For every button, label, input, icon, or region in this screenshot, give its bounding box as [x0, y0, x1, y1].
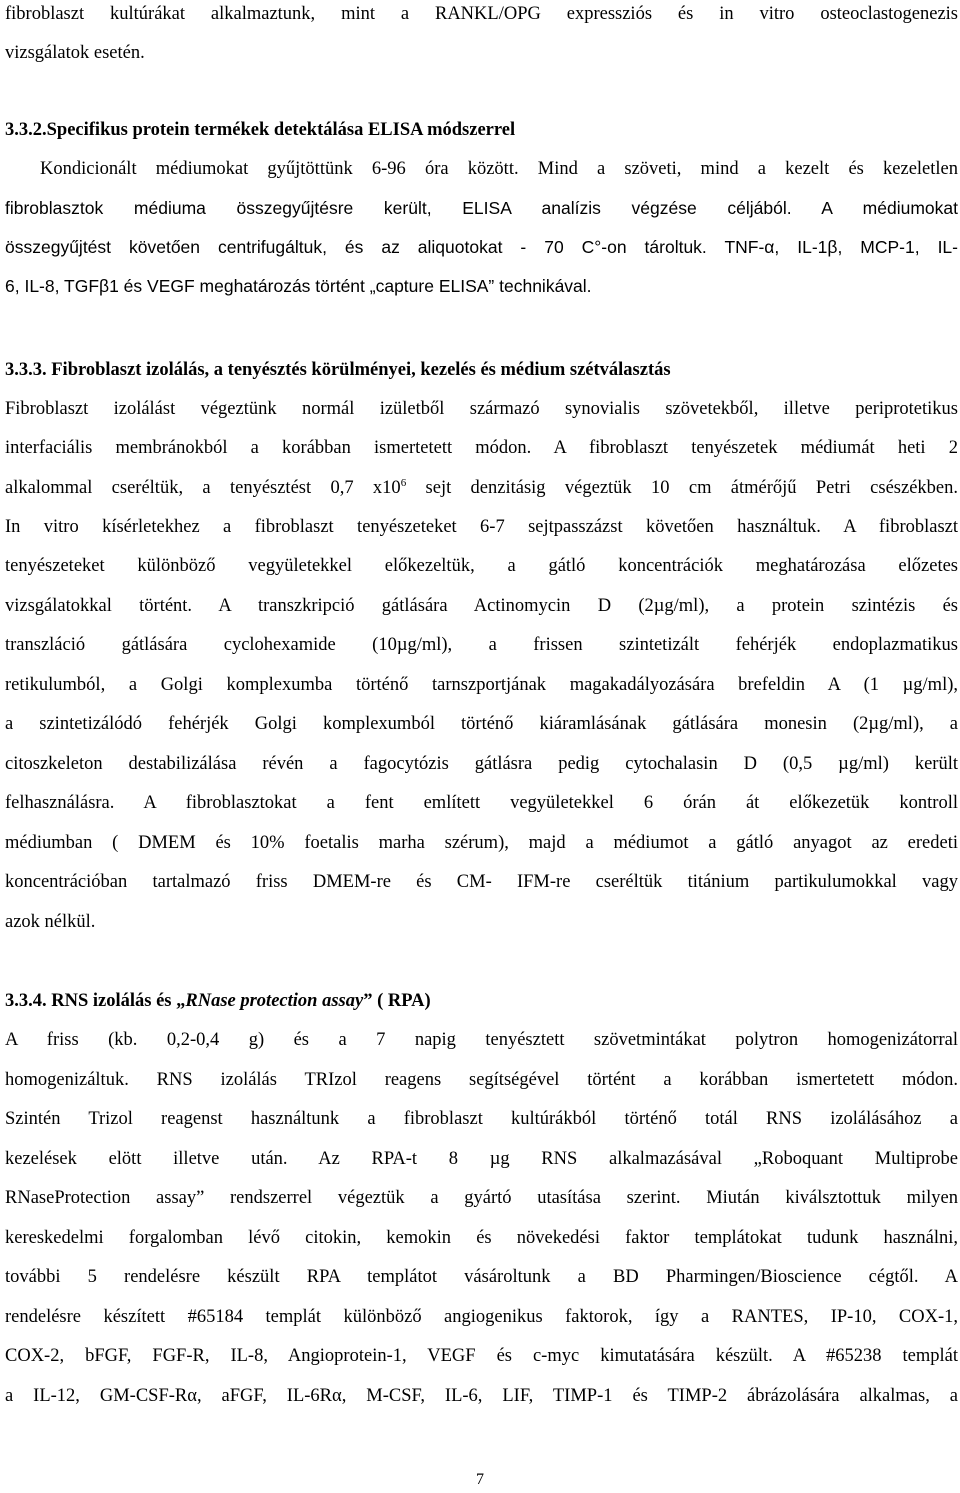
s334-heading-suffix: ” ( RPA): [363, 991, 431, 1011]
s334-line-7: további 5 rendelésre készült RPA templátot vásároltunk a BD Pharmingen/Bioscience cégtől. A: [5, 1267, 958, 1287]
s333-line-13: koncentrációban tartalmazó friss DMEM-re és CM- IFM-re cseréltük titánium partikulumokkal vagy: [5, 872, 958, 892]
s333-line-4: In vitro kísérletekhez a fibroblaszt tenyészeteket 6-7 sejtpasszázst követően használtuk. A fibroblaszt: [5, 517, 958, 537]
superscript-exponent: 6: [400, 476, 407, 489]
s334-line-6: kereskedelmi forgalomban lévő citokin, kemokin és növekedési faktor templátokat tudunk használni,: [5, 1228, 958, 1248]
intro-line-2: vizsgálatok esetén.: [5, 43, 145, 63]
s334-heading-italic: RNase protection assay: [185, 991, 364, 1011]
s333-line-3-head: alkalommal cseréltük, a tenyésztést 0,7 x10: [5, 478, 401, 498]
s334-heading-prefix: 3.3.4. RNS izolálás és „: [5, 991, 186, 1011]
s334-line-2: homogenizáltuk. RNS izolálás TRIzol reagens segítségével történt a korábban ismertetett módon.: [5, 1070, 958, 1090]
s334-line-5: RNaseProtection assay” rendszerrel végeztük a gyártó utasítása szerint. Miután kiválsztottuk milyen: [5, 1188, 958, 1208]
intro-line-1: fibroblaszt kultúrákat alkalmaztunk, mint a RANKL/OPG expressziós és in vitro osteoclastogenezis: [5, 4, 958, 24]
s333-line-12: médiumban ( DMEM és 10% foetalis marha szérum), majd a médiumot a gátló anyagot az eredeti: [5, 833, 958, 853]
s332-line-2: fibroblasztok médiuma összegyűjtésre került, ELISA analízis végzése céljából. A médiumokat: [5, 198, 958, 218]
s333-line-6: vizsgálatokkal történt. A transzkripció gátlására Actinomycin D (2µg/ml), a protein szintézis és: [5, 596, 958, 616]
s333-line-7: transzláció gátlására cyclohexamide (10µg/ml), a frissen szintetizált fehérjék endoplazmatikus: [5, 635, 958, 655]
s333-line-3-tail: sejt denzitásig végeztük 10 cm átmérőjű Petri csészékben.: [406, 478, 958, 498]
s333-line-2: interfaciális membránokból a korábban ismertetett módon. A fibroblaszt tenyészetek médiumát heti 2: [5, 438, 958, 458]
s334-line-1: A friss (kb. 0,2-0,4 g) és a 7 napig tenyésztett szövetmintákat polytron homogenizátorral: [5, 1030, 958, 1050]
s334-line-4: kezelések elött illetve után. Az RPA-t 8 µg RNS alkalmazásával „Roboquant Multiprobe: [5, 1149, 958, 1169]
s332-line-4: 6, IL-8, TGFβ1 és VEGF meghatározás történt „capture ELISA” technikával.: [5, 276, 592, 296]
s334-line-8: rendelésre készített #65184 templát különböző angiogenikus faktorok, így a RANTES, IP-10, COX-1,: [5, 1307, 958, 1327]
s334-line-10: a IL-12, GM-CSF-Rα, aFGF, IL-6Rα, M-CSF, IL-6, LIF, TIMP-1 és TIMP-2 ábrázolására alkalmas, a: [5, 1386, 958, 1406]
section-heading-3-3-2: 3.3.2.Specifikus protein termékek detektálása ELISA módszerrel: [5, 120, 516, 140]
s333-line-5: tenyészeteket különböző vegyületekkel előkezeltük, a gátló koncentrációk meghatározása előzetes: [5, 556, 958, 576]
s333-line-11: felhasználásra. A fibroblasztokat a fent említett vegyületekkel 6 órán át előkezetük kontroll: [5, 793, 958, 813]
s334-line-3: Szintén Trizol reagenst használtunk a fibroblaszt kultúrákból történő totál RNS izolálásához a: [5, 1109, 958, 1129]
s333-line-1: Fibroblaszt izolálást végeztünk normál izületből származó synovialis szövetekből, illetve periprotetikus: [5, 399, 958, 419]
s333-line-3: [5, 476, 958, 500]
section-heading-3-3-3: 3.3.3. Fibroblaszt izolálás, a tenyésztés körülményei, kezelés és médium szétválasztás: [5, 360, 671, 380]
s333-line-14: azok nélkül.: [5, 912, 96, 932]
s333-line-8: retikulumból, a Golgi komplexumba történő tarnszportjának magakadályozására brefeldin A (1 µg/ml),: [5, 675, 958, 695]
s332-line-3: összegyűjtést követően centrifugáltuk, és az aliquotokat - 70 C°-on tároltuk. TNF-α, IL-1β, MCP-1, IL-: [5, 237, 958, 257]
s333-line-10: citoszkeleton destabilizálása révén a fagocytózis gátlásra pedig cytochalasin D (0,5 µg/ml) került: [5, 754, 958, 774]
page-number: 7: [476, 1471, 484, 1488]
s333-line-9: a szintetizálódó fehérjék Golgi komplexumból történő kiáramlásának gátlására monesin (2µg/ml), a: [5, 714, 958, 734]
s332-line-1: Kondicionált médiumokat gyűjtöttünk 6-96 óra között. Mind a szöveti, mind a kezelt és kezeletlen: [40, 159, 958, 179]
section-heading-3-3-4: [5, 989, 958, 1013]
s334-line-9: COX-2, bFGF, FGF-R, IL-8, Angioprotein-1, VEGF és c-myc kimutatására készült. A #65238 templát: [5, 1346, 958, 1366]
